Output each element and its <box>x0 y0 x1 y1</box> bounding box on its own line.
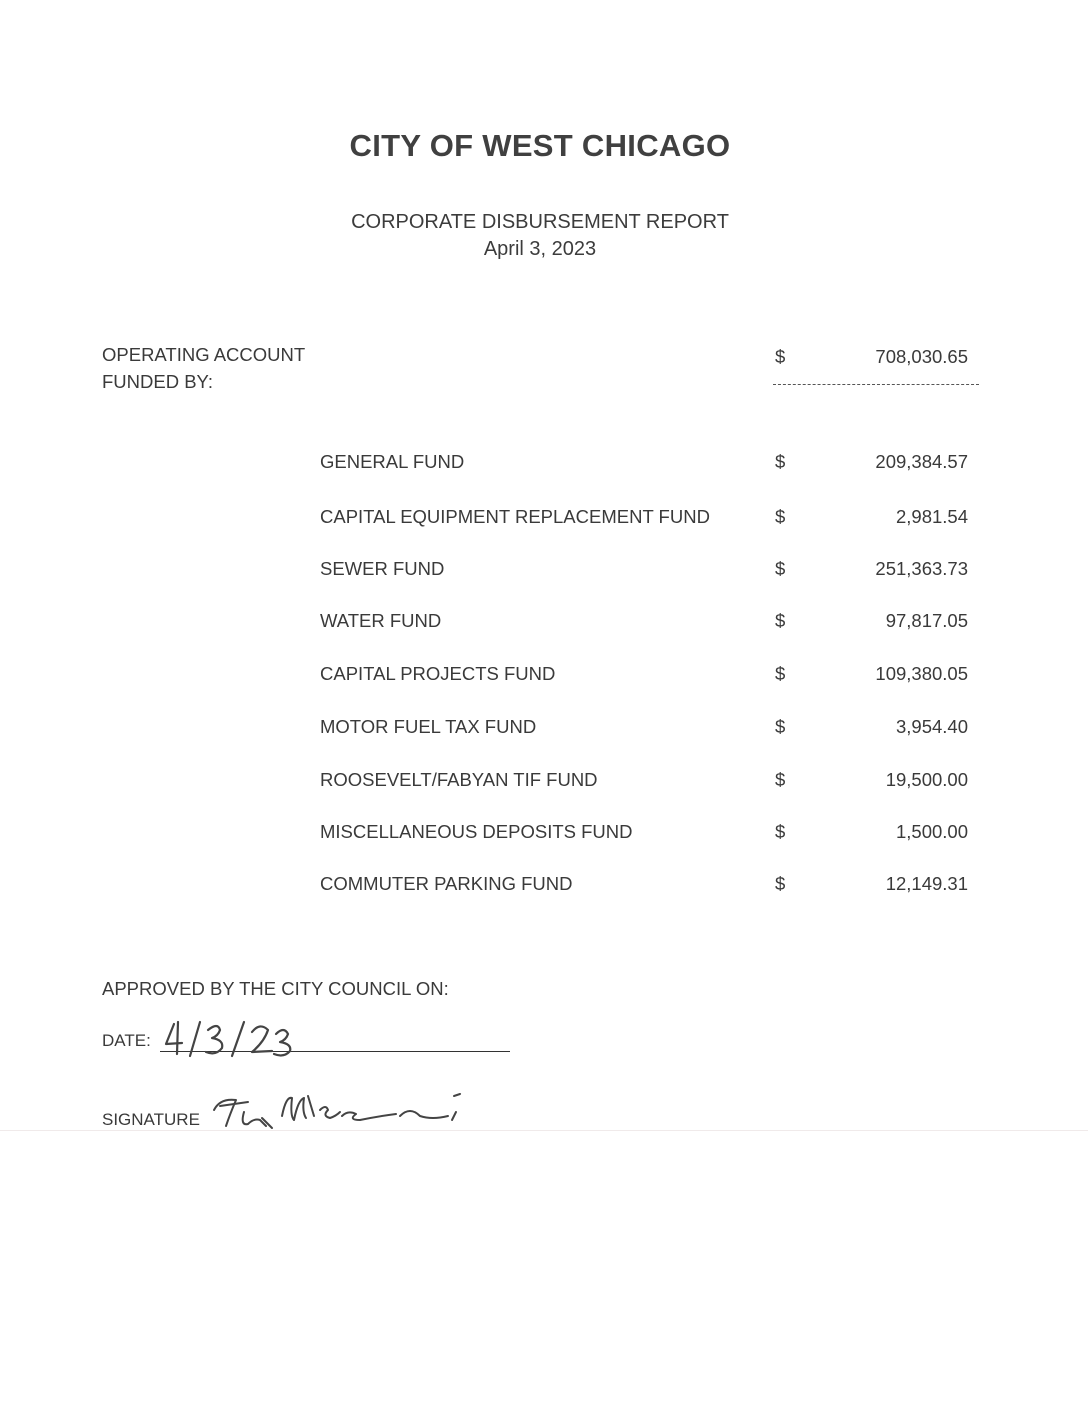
fund-name: SEWER FUND <box>320 558 445 579</box>
fund-amount: 19,500.00 <box>885 769 968 790</box>
fund-row <box>0 506 1088 530</box>
fund-amount: 251,363.73 <box>875 558 968 579</box>
fund-row <box>0 558 1088 582</box>
operating-account-label: OPERATING ACCOUNT <box>102 344 306 365</box>
fund-name: WATER FUND <box>320 610 442 631</box>
fund-row <box>0 716 1088 740</box>
report-date: April 3, 2023 <box>483 238 597 260</box>
fund-amount: 12,149.31 <box>885 873 968 894</box>
fund-currency: $ <box>775 506 786 527</box>
fund-currency: $ <box>775 873 786 894</box>
approval-statement: APPROVED BY THE CITY COUNCIL ON: <box>102 978 449 999</box>
handwritten-date <box>160 1018 320 1058</box>
fund-currency: $ <box>775 716 786 737</box>
date-label: DATE: <box>102 1031 151 1050</box>
fund-amount: 109,380.05 <box>875 663 968 684</box>
fund-amount: 3,954.40 <box>895 716 968 737</box>
fund-currency: $ <box>775 821 786 842</box>
fund-amount: 209,384.57 <box>875 451 968 472</box>
fund-currency: $ <box>775 663 786 684</box>
fund-name: MOTOR FUEL TAX FUND <box>320 716 537 737</box>
handwritten-signature <box>210 1086 470 1132</box>
fund-name: CAPITAL EQUIPMENT REPLACEMENT FUND <box>320 506 710 527</box>
fund-amount: 97,817.05 <box>885 610 968 631</box>
fund-name: GENERAL FUND <box>320 451 465 472</box>
fund-row <box>0 821 1088 845</box>
fund-row <box>0 610 1088 634</box>
signature-label: SIGNATURE <box>102 1110 200 1129</box>
scan-artifact-line <box>0 1130 1088 1131</box>
fund-currency: $ <box>775 610 786 631</box>
fund-row <box>0 451 1088 475</box>
fund-name: ROOSEVELT/FABYAN TIF FUND <box>320 769 598 790</box>
report-subtitle: CORPORATE DISBURSEMENT REPORT <box>351 211 729 233</box>
fund-amount: 2,981.54 <box>895 506 968 527</box>
total-rule <box>773 384 979 385</box>
fund-row <box>0 873 1088 897</box>
fund-currency: $ <box>775 451 786 472</box>
fund-currency: $ <box>775 558 786 579</box>
fund-name: COMMUTER PARKING FUND <box>320 873 573 894</box>
fund-name: MISCELLANEOUS DEPOSITS FUND <box>320 821 633 842</box>
document-title: CITY OF WEST CHICAGO <box>349 128 731 163</box>
operating-amount: 708,030.65 <box>875 346 968 367</box>
fund-name: CAPITAL PROJECTS FUND <box>320 663 556 684</box>
funded-by-label: FUNDED BY: <box>102 371 214 392</box>
fund-currency: $ <box>775 769 786 790</box>
fund-row <box>0 663 1088 687</box>
fund-amount: 1,500.00 <box>895 821 968 842</box>
operating-currency: $ <box>775 346 786 367</box>
fund-row <box>0 769 1088 793</box>
